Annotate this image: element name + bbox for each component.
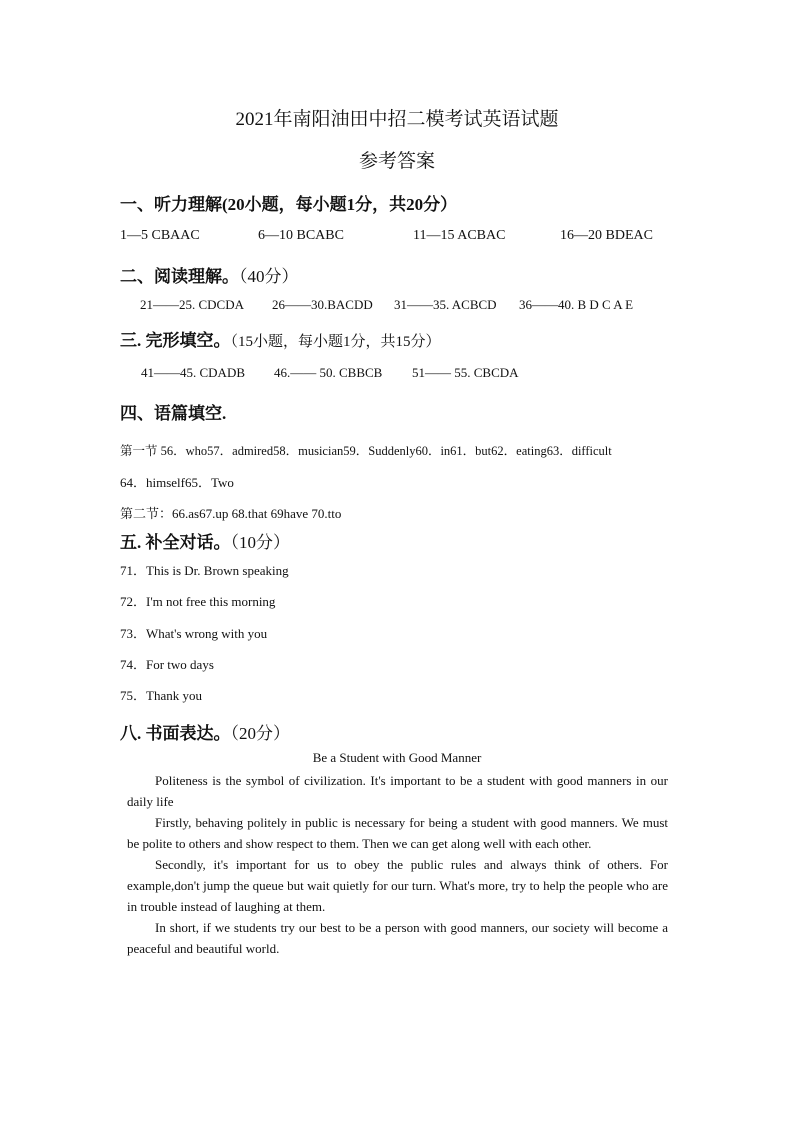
dialogue-answer: 71．This is Dr. Brown speaking [120,563,289,578]
section2-answer: 21——25. CDCDA [140,297,245,312]
section3-title: 三. 完形填空。 [120,331,231,350]
page-title: 2021年南阳油田中招二模考试英语试题 [235,109,559,130]
section4-part1-line2: 64．himself65．Two [120,475,234,490]
section8-heading [120,719,290,744]
section4-part1-line1: 第一节 56．who57．admired58．musician59．Suddenly60．in61．but62．eating63．difficult [120,444,612,458]
section1-answer: 16—20 BDEAC [560,228,653,243]
dialogue-answer: 74．For two days [120,657,214,672]
essay-paragraph: Politeness is the symbol of civilization. It's important to be a student with good manners in our daily life [127,773,668,809]
section3-answer: 41——45. CDADB [141,365,246,380]
section1-answer: 1—5 CBAAC [120,228,200,243]
section3-heading [120,326,441,351]
section1-heading: 一、听力理解(20小题，每小题1分，共20分） [120,195,458,214]
section5-points: （10分） [230,533,290,552]
section5-title: 五. 补全对话。 [120,533,231,552]
essay-paragraph: Firstly, behaving politely in public is necessary for being a student with good manners. We must be polite to others and show respect to them. Then we can get along well with each other. [127,815,668,851]
essay-paragraph: In short, if we students try our best to be a person with good manners, our society will become a peaceful and beautiful world. [127,920,668,956]
section2-answer: 36——40. B D C A E [519,297,634,312]
section8-points: （20分） [230,724,290,743]
section4-part2: 第二节：66.as67.up 68.that 69have 70.tto [120,506,342,521]
section1-answer: 6—10 BCABC [258,228,344,243]
section5-heading [120,528,290,553]
essay-title: Be a Student with Good Manner [312,750,482,765]
section2-points: （40分） [239,267,299,286]
section1-answer: 11—15 ACBAC [413,228,506,243]
section8-title: 八. 书面表达。 [120,724,231,743]
section2-answer: 31——35. ACBCD [394,297,497,312]
essay-paragraph: Secondly, it's important for us to obey the public rules and always think of others. For example,don't jump the queue but wait quietly for our turn. What's more, try to help the people who are in trouble instead of laughing at them. [127,857,668,914]
page-subtitle: 参考答案 [358,151,435,172]
section2-title: 二、阅读理解。 [120,267,239,286]
section3-points: （15小题，每小题1分，共15分） [230,334,441,350]
dialogue-answer: 73．What's wrong with you [120,626,268,641]
section4-heading: 四、语篇填空. [120,404,227,423]
section2-answer: 26——30.BACDD [272,297,373,312]
dialogue-answer: 72．I'm not free this morning [120,594,276,609]
section3-answer: 46.—— 50. CBBCB [274,365,383,380]
dialogue-answer: 75．Thank you [120,688,202,703]
section2-heading [120,262,299,287]
essay-body [127,770,668,959]
section3-answer: 51—— 55. CBCDA [412,365,519,380]
